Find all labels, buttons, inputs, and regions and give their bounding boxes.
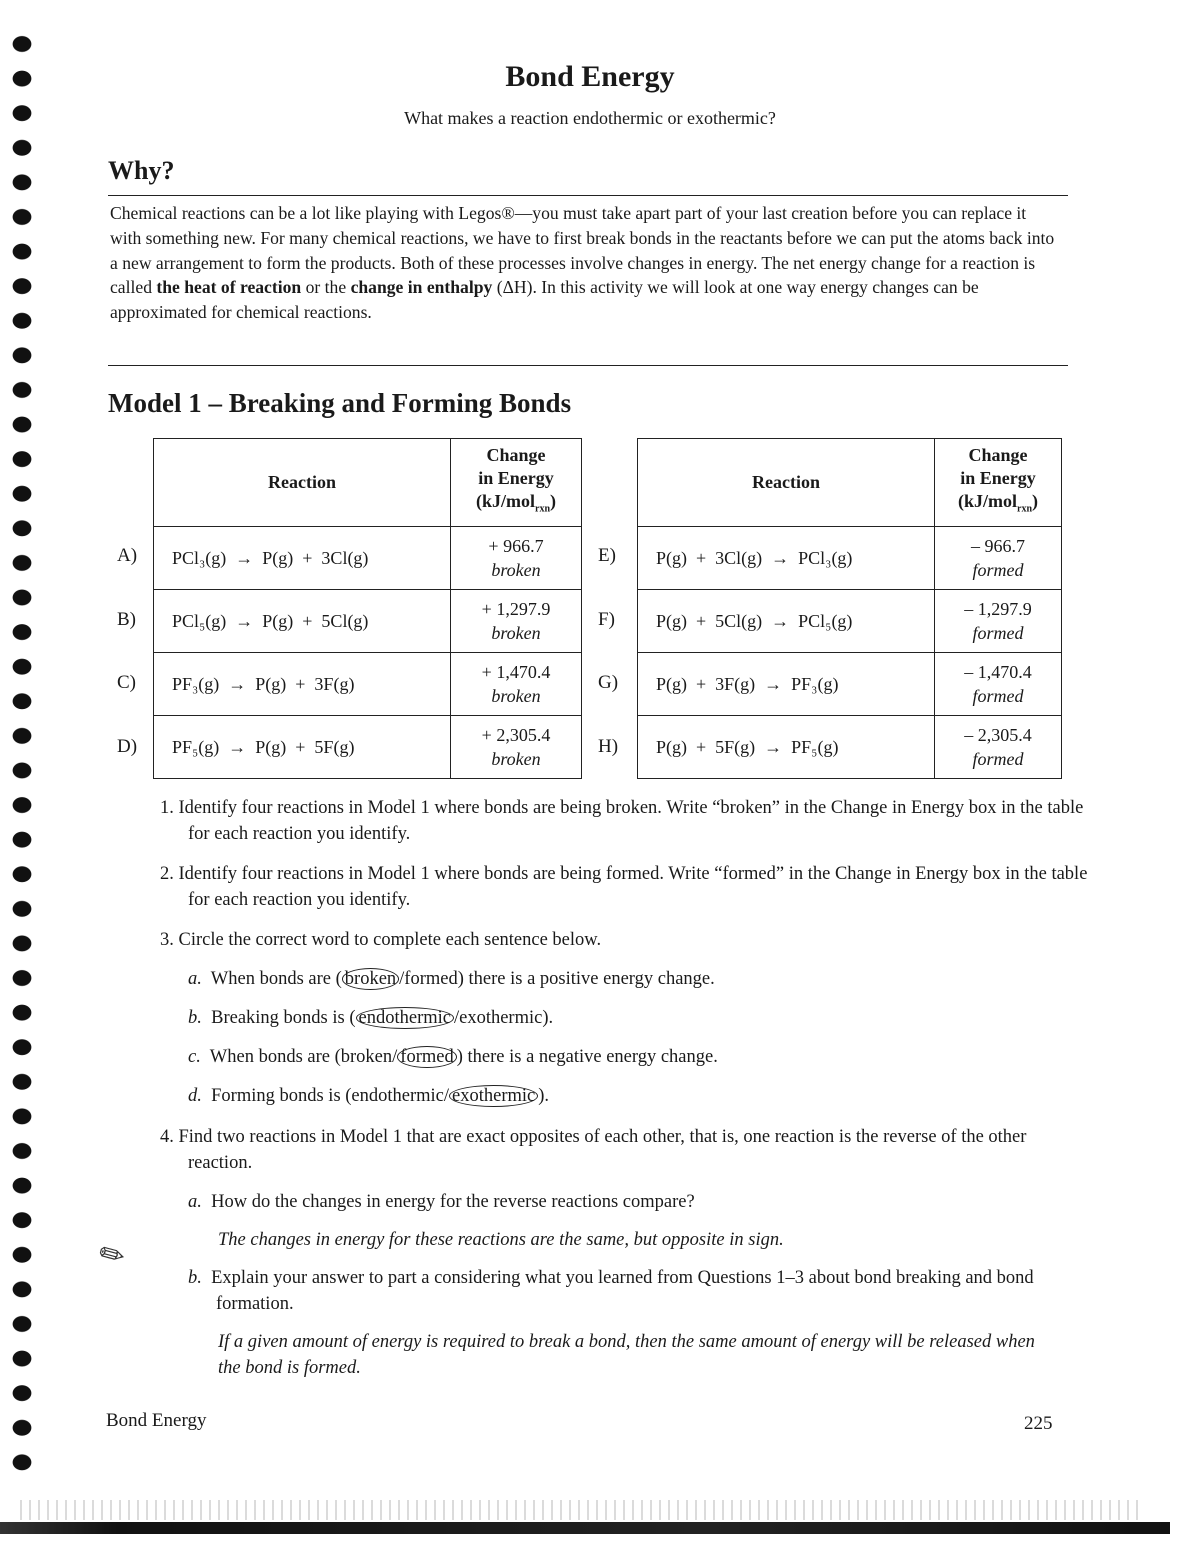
footer-title: Bond Energy — [106, 1410, 207, 1431]
table-row — [154, 527, 582, 590]
question-4a: a. How do the changes in energy for the reverse reactions compare? — [188, 1192, 695, 1212]
col-reaction: Reaction — [638, 439, 935, 527]
pencil-icon: ✎ — [93, 1234, 132, 1277]
table-row — [638, 590, 1062, 653]
why-paragraph: Chemical reactions can be a lot like playing with Legos®—you must take apart part of your last creation before you can replace it with something new. For many chemical reactions, we have to first break bonds in the reactants before we can put the atoms back into a new arrangement to form the products. Both of these processes involve changes in energy. The net energy change for a reaction is called the heat of reaction or the change in enthalpy (ΔH). In this activity we will look at one way energy changes can be approximated for chemical reactions. — [110, 203, 1055, 323]
table-forming — [637, 438, 1062, 779]
row-label: D) — [117, 735, 138, 757]
energy-cell — [451, 527, 582, 590]
energy-value: – 966.7 — [971, 536, 1025, 556]
page-subtitle: What makes a reaction endothermic or exothermic? — [404, 108, 776, 128]
energy-note: formed — [972, 749, 1024, 769]
question-3b: b. Breaking bonds is ( endothermic /exothermic). — [188, 1008, 554, 1028]
answer-4b: If a given amount of energy is required to break a bond, then the same amount of energy will be released when the bond is formed. — [218, 1332, 1035, 1378]
row-label: A) — [117, 545, 138, 566]
model-heading: Model 1 – Breaking and Forming Bonds — [108, 388, 572, 418]
reaction-cell: P(g) + 3Cl(g) → PCl₃(g) — [638, 527, 935, 590]
question-4: 4. Find two reactions in Model 1 that are exact opposites of each other, that is, one reaction is the reverse of the other reaction. — [160, 1127, 1027, 1173]
energy-note: formed — [972, 686, 1024, 706]
binder-holes — [6, 28, 38, 1488]
energy-note: broken — [491, 686, 541, 706]
energy-cell — [935, 716, 1062, 779]
energy-cell — [935, 653, 1062, 716]
energy-cell — [451, 590, 582, 653]
divider — [108, 195, 1068, 196]
reaction-cell: PCl₅(g) → P(g) + 5Cl(g) — [154, 590, 451, 653]
row-label: F) — [598, 608, 615, 630]
row-label: H) — [598, 735, 619, 757]
reaction-cell: P(g) + 5F(g) → PF₅(g) — [638, 716, 935, 779]
energy-value: + 1,470.4 — [481, 662, 551, 682]
divider — [108, 365, 1068, 366]
row-label: B) — [117, 608, 136, 630]
col-change: Change in Energy (kJ/mol$_{rxn}$) — [451, 439, 582, 527]
reaction-cell: PF₃(g) → P(g) + 3F(g) — [154, 653, 451, 716]
question-2: 2. Identify four reactions in Model 1 where bonds are being formed. Write “formed” in the Change in Energy box in the table for each reaction you identify. — [160, 864, 1088, 910]
question-1: 1. Identify four reactions in Model 1 where bonds are being broken. Write “broken” in the Change in Energy box in the table for each reaction you identify. — [160, 798, 1084, 844]
energy-cell — [935, 527, 1062, 590]
question-3a: a. When bonds are ( broken /formed) there is a positive energy change. — [188, 969, 715, 989]
energy-value: + 966.7 — [488, 536, 544, 556]
energy-note: formed — [972, 560, 1024, 580]
reaction-cell: P(g) + 5Cl(g) → PCl₅(g) — [638, 590, 935, 653]
energy-value: + 1,297.9 — [481, 599, 551, 619]
table-row — [154, 590, 582, 653]
answer-4a: The changes in energy for these reactions are the same, but opposite in sign. — [218, 1230, 784, 1250]
why-heading: Why? — [108, 156, 175, 185]
question-4b: b. Explain your answer to part a considering what you learned from Questions 1–3 about bond breaking and bond formation. — [188, 1268, 1034, 1314]
question-3: 3. Circle the correct word to complete each sentence below. — [160, 930, 602, 950]
energy-note: broken — [491, 623, 541, 643]
energy-note: formed — [972, 623, 1024, 643]
scan-noise — [20, 1500, 1140, 1520]
col-change: Change in Energy (kJ/mol$_{rxn}$) — [935, 439, 1062, 527]
row-label: C) — [117, 672, 136, 693]
reaction-cell: P(g) + 3F(g) → PF₃(g) — [638, 653, 935, 716]
table-row — [638, 716, 1062, 779]
table-row — [154, 716, 582, 779]
table-row — [638, 527, 1062, 590]
energy-value: + 2,305.4 — [481, 725, 551, 745]
energy-note: broken — [491, 749, 541, 769]
energy-value: – 1,297.9 — [964, 599, 1032, 619]
row-label: G) — [598, 672, 619, 693]
question-3c: c. When bonds are (broken/ formed ) there is a negative energy change. — [188, 1047, 718, 1067]
energy-value: – 2,305.4 — [964, 725, 1032, 745]
energy-value: – 1,470.4 — [964, 662, 1032, 682]
table-row — [154, 653, 582, 716]
table-breaking — [153, 438, 582, 779]
reaction-cell: PF₅(g) → P(g) + 5F(g) — [154, 716, 451, 779]
table-row — [638, 653, 1062, 716]
energy-cell — [451, 716, 582, 779]
page-title: Bond Energy — [505, 60, 675, 93]
reaction-cell: PCl₃(g) → P(g) + 3Cl(g) — [154, 527, 451, 590]
question-3d: d. Forming bonds is (endothermic/ exothermic ). — [188, 1086, 550, 1106]
energy-note: broken — [491, 560, 541, 580]
col-reaction: Reaction — [154, 439, 451, 527]
energy-cell — [935, 590, 1062, 653]
energy-cell — [451, 653, 582, 716]
row-label: E) — [598, 545, 616, 566]
scan-edge — [0, 1522, 1170, 1534]
page-number: 225 — [1024, 1413, 1053, 1434]
